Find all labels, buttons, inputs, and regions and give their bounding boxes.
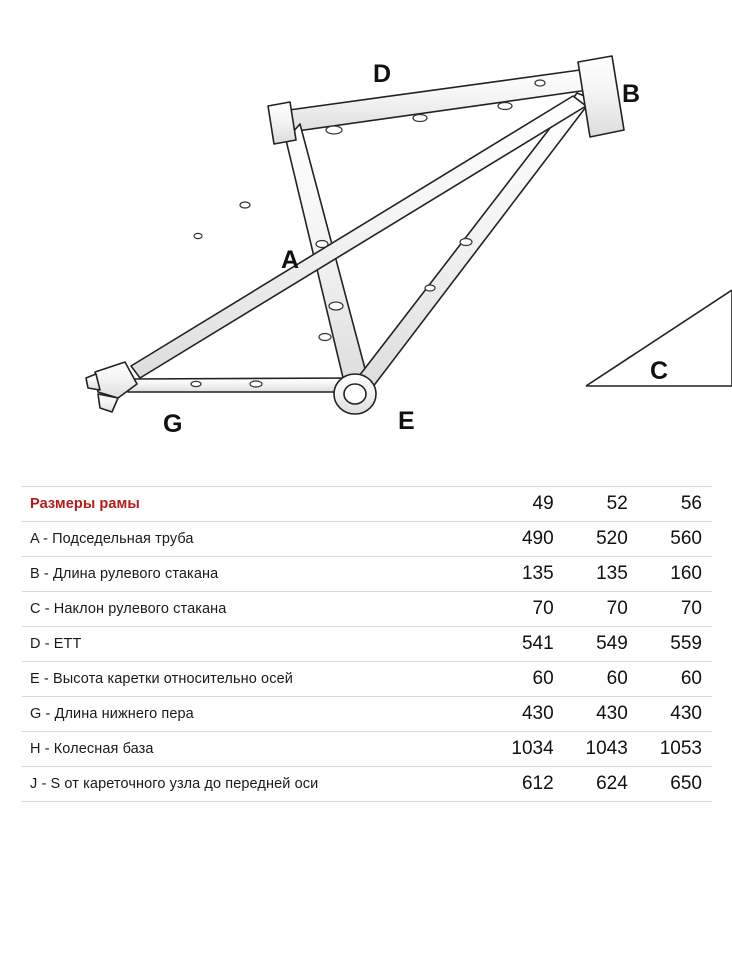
- table-title: Размеры рамы: [30, 496, 140, 512]
- table-row: [22, 662, 712, 697]
- row-value: 560: [670, 528, 702, 549]
- row-value: 135: [596, 563, 628, 584]
- dimension-label-d: D: [373, 60, 392, 88]
- row-value: 160: [670, 563, 702, 584]
- size-column-header-1: 49: [532, 493, 554, 514]
- row-label: D - ETT: [30, 636, 82, 652]
- row-value: 650: [670, 773, 702, 794]
- row-value: 60: [680, 668, 702, 689]
- row-value: 135: [521, 563, 554, 584]
- row-value: 520: [596, 528, 628, 549]
- dimension-label-c: C: [650, 357, 669, 385]
- chain-stay: [126, 378, 360, 392]
- table-row: [22, 522, 712, 557]
- table-row: [22, 592, 712, 627]
- row-label: G - Длина нижнего пера: [30, 706, 194, 722]
- row-value: 70: [532, 598, 554, 619]
- row-value: 1034: [511, 738, 554, 759]
- row-label: J - S от кареточного узла до передней оси: [30, 776, 319, 792]
- bicycle-frame-illustration: [0, 0, 732, 470]
- frame-sizes-table: [22, 486, 712, 802]
- row-value: 430: [670, 703, 702, 724]
- table-header-row: [22, 487, 712, 522]
- row-label: H - Колесная база: [30, 741, 154, 757]
- dimension-label-a: A: [281, 246, 300, 274]
- size-column-header-3: 56: [680, 493, 702, 514]
- row-value: 541: [521, 633, 554, 654]
- head-tube: [578, 56, 624, 137]
- seat-tube: [356, 93, 592, 388]
- table-body: [22, 522, 712, 802]
- table-row: [22, 557, 712, 592]
- table-row: [22, 627, 712, 662]
- row-value: 430: [521, 703, 554, 724]
- row-value: 60: [606, 668, 628, 689]
- table-row: [22, 732, 712, 767]
- bottom-bracket-bore: [344, 384, 366, 404]
- row-label: A - Подседельная труба: [30, 531, 194, 547]
- dimension-label-g: G: [163, 410, 183, 438]
- table-row: [22, 767, 712, 802]
- frame-geometry-diagram: [0, 0, 732, 470]
- row-value: 490: [521, 528, 554, 549]
- row-value: 430: [596, 703, 628, 724]
- row-value: 624: [596, 773, 628, 794]
- size-column-header-2: 52: [606, 493, 628, 514]
- row-value: 549: [596, 633, 628, 654]
- row-value: 70: [680, 598, 702, 619]
- seat-collar: [268, 102, 296, 144]
- row-value: 1043: [585, 738, 628, 759]
- row-value: 559: [670, 633, 702, 654]
- derailleur-hanger: [98, 394, 118, 412]
- row-label: C - Наклон рулевого стакана: [30, 601, 227, 617]
- row-value: 612: [521, 773, 554, 794]
- dimension-label-e: E: [398, 407, 415, 435]
- row-label: E - Высота каретки относительно осей: [30, 671, 293, 687]
- row-label: B - Длина рулевого стакана: [30, 566, 219, 582]
- row-value: 60: [532, 668, 554, 689]
- table-row: [22, 697, 712, 732]
- dimension-label-b: B: [622, 80, 641, 108]
- row-value: 70: [606, 598, 628, 619]
- row-value: 1053: [659, 738, 702, 759]
